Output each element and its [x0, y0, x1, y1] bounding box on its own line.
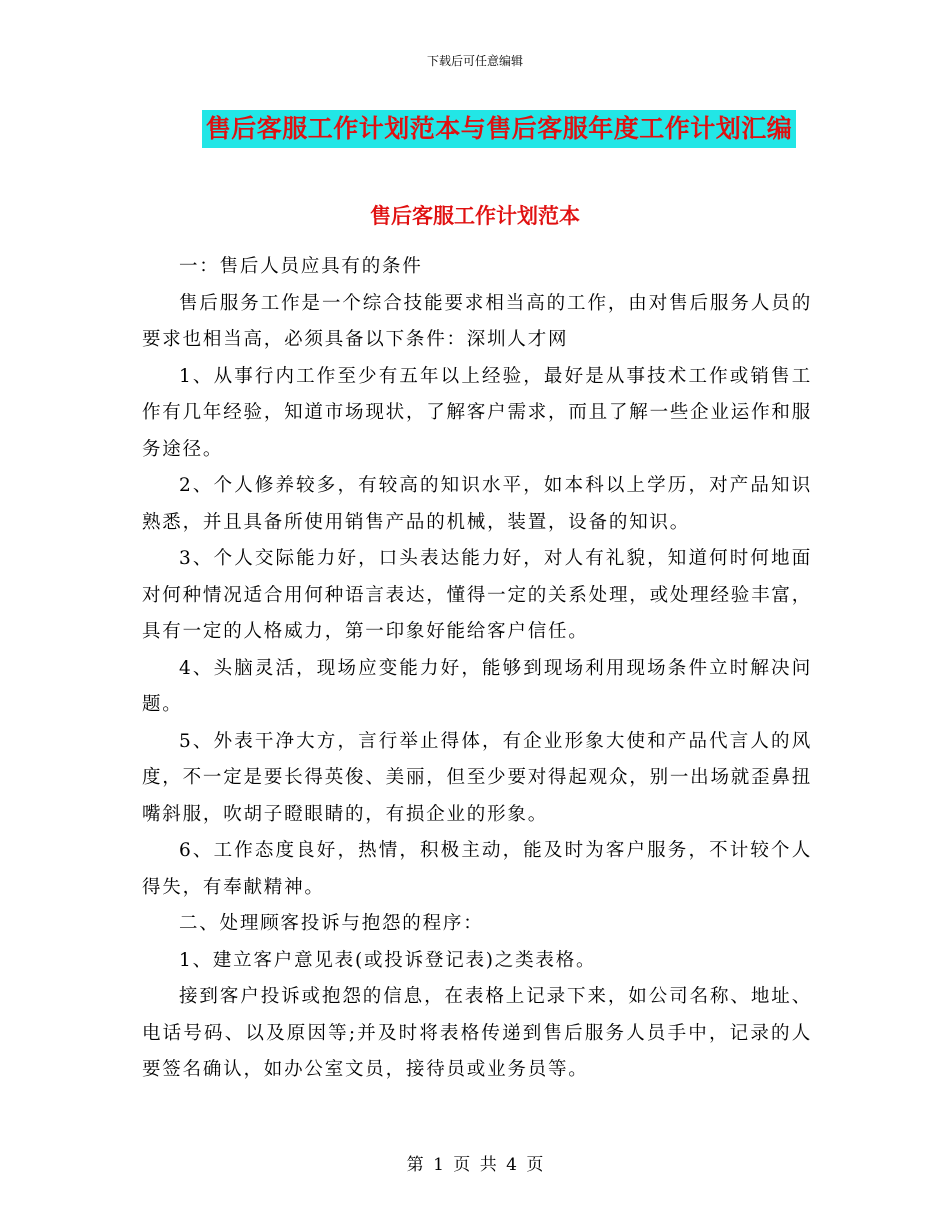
document-body: [142, 249, 812, 1089]
heading-paragraph: 二、处理顾客投诉与抱怨的程序：: [179, 913, 484, 934]
body-paragraph: 6、工作态度良好，热情，积极主动，能及时为客户服务，不计较个人得失，有奉献精神。: [142, 840, 812, 898]
body-paragraph: 1、建立客户意见表(或投诉登记表)之类表格。: [179, 949, 597, 971]
body-paragraph: 5、外表干净大方，言行举止得体，有企业形象大使和产品代言人的风度，不一定是要长得英俊、美丽，但至少要对得起观众，别一出场就歪鼻扭嘴斜服，吹胡子瞪眼睛的，有损企业的形象。: [142, 730, 812, 825]
body-paragraph: 1、从事行内工作至少有五年以上经验，最好是从事技术工作或销售工作有几年经验，知道市场现状，了解客户需求，而且了解一些企业运作和服务途径。: [142, 365, 812, 460]
body-paragraph: 4、头脑灵活，现场应变能力好，能够到现场利用现场条件立时解决问题。: [142, 657, 812, 715]
body-paragraph: 2、个人修养较多，有较高的知识水平，如本科以上学历，对产品知识熟悉，并且具备所使用销售产品的机械，装置，设备的知识。: [142, 475, 812, 533]
document-title: 售后客服工作计划范本与售后客服年度工作计划汇编: [202, 110, 797, 148]
main-title-container: [0, 110, 950, 148]
section-title: 售后客服工作计划范本: [370, 204, 580, 228]
page-number-footer: 第 1 页 共 4 页: [406, 1155, 544, 1175]
body-paragraph: 售后服务工作是一个综合技能要求相当高的工作，由对售后服务人员的要求也相当高，必须具备以下条件：深圳人才网: [142, 292, 812, 350]
body-paragraph: 3、个人交际能力好，口头表达能力好，对人有礼貌，知道何时何地面对何种情况适合用何种语言表达，懂得一定的关系处理，或处理经验丰富，具有一定的人格威力，第一印象好能给客户信任。: [142, 548, 812, 642]
page-header-note: 下载后可任意编辑: [426, 54, 523, 68]
body-paragraph: 接到客户投诉或抱怨的信息，在表格上记录下来，如公司名称、地址、电话号码、以及原因等;并及时将表格传递到售后服务人员手中，记录的人要签名确认，如办公室文员，接待员或业务员等。: [142, 986, 812, 1080]
heading-paragraph: 一：售后人员应具有的条件: [179, 256, 423, 277]
